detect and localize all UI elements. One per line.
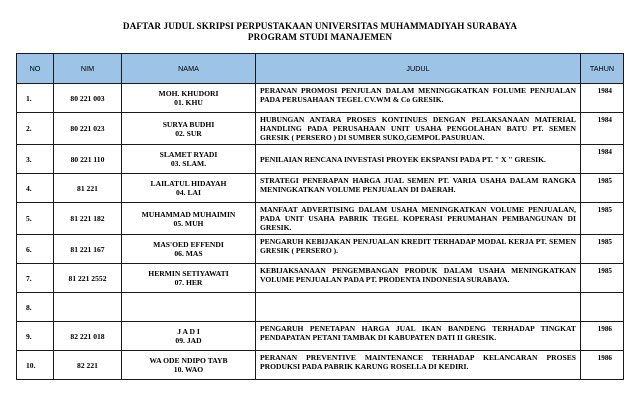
row-title (256, 293, 581, 322)
table-header-row (17, 54, 624, 84)
row-number: 10. (17, 351, 54, 380)
student-name: MOH. KHUDORI (158, 89, 219, 98)
row-number: 6. (17, 235, 54, 264)
row-number: 3. (17, 145, 54, 174)
table-row (17, 351, 624, 380)
row-year: 1985 (581, 203, 624, 235)
document-title: DAFTAR JUDUL SKRIPSI PERPUSTAKAAN UNIVERSITAS MUHAMMADIYAH SURABAYA (122, 21, 518, 31)
row-title: MANFAAT ADVERTISING DALAM USAHA MENINGKATKAN VOLUME PENJUALAN, PADA UNIT USAHA PABRIK TEGEL KOPERASI PERUMAHAN PEMBANGUNAN DI GRESIK. (256, 203, 581, 235)
row-number: 5. (17, 203, 54, 235)
row-name-cell (122, 351, 256, 380)
row-nim: 81 221 182 (54, 203, 122, 235)
column-header-judul: JUDUL (256, 54, 581, 84)
table-row (17, 113, 624, 145)
row-year: 1984 (581, 145, 624, 174)
table-row (17, 235, 624, 264)
row-name-cell (122, 84, 256, 113)
row-year: 1986 (581, 351, 624, 380)
student-code: 05. MUH (173, 218, 204, 228)
table-row (17, 174, 624, 203)
thesis-table (16, 53, 624, 380)
column-header-nama: NAMA (122, 54, 256, 84)
column-header-nim: NIM (54, 54, 122, 84)
table-row (17, 293, 624, 322)
row-name-cell (122, 113, 256, 145)
row-number: 4. (17, 174, 54, 203)
row-year: 1985 (581, 264, 624, 293)
row-nim: 81 221 167 (54, 235, 122, 264)
table-row (17, 203, 624, 235)
row-nim (54, 293, 122, 322)
row-title: KEBIJAKSANAAN PENGEMBANGAN PRODUK DALAM USAHA MENINGKATKAN VOLUME PENJUALAN PADA PT. PRODENTA INDONESIA SURABAYA. (256, 264, 581, 293)
row-number: 8. (17, 293, 54, 322)
row-name-cell (122, 203, 256, 235)
student-code: 01. KHU (174, 98, 203, 107)
row-name-cell (122, 293, 256, 322)
row-number: 7. (17, 264, 54, 293)
row-year: 1986 (581, 322, 624, 351)
row-title: PERANAN PREVENTIVE MAINTENANCE TERHADAP KELANCARAN PROSES PRODUKSI PADA PABRIK KARUNG ROSELLA DI KEDIRI. (256, 351, 581, 380)
row-number: 2. (17, 113, 54, 145)
row-nim: 80 221 110 (54, 145, 122, 174)
row-name-cell (122, 264, 256, 293)
row-nim: 81 221 2552 (54, 264, 122, 293)
student-code: 06. MAS (174, 249, 203, 258)
table-row (17, 84, 624, 113)
row-nim: 80 221 003 (54, 84, 122, 113)
row-title: PENGARUH PENETAPAN HARGA JUAL IKAN BANDENG TERHADAP TINGKAT PENDAPATAN PETANI TAMBAK DI KABUPATEN DATI II GRESIK. (256, 322, 581, 351)
student-name: SLAMET RYADI (159, 150, 218, 159)
student-name: J A D I (177, 327, 200, 336)
row-year: 1984 (581, 84, 624, 113)
student-code: 09. JAD (175, 336, 202, 345)
row-year: 1984 (581, 113, 624, 145)
student-code: 02. SUR (175, 128, 202, 138)
row-name-cell (122, 235, 256, 264)
student-name: HERMIN SETIYAWATI (148, 269, 229, 278)
row-year: 1985 (581, 174, 624, 203)
row-title: HUBUNGAN ANTARA PROSES KONTINUES DENGAN PELAKSANAAN MATERIAL HANDLING PADA PERUSAHAAN UNIT USAHA PENGOLAHAN BATU PT. SEMEN GRESIK ( PERSERO ) DI SUMBER SUKO,GEMPOL PASURUAN. (256, 113, 581, 145)
student-name: LAILATUL HIDAYAH (150, 179, 227, 188)
student-code: 10. WAO (173, 365, 204, 374)
row-name-cell (122, 174, 256, 203)
table-body (17, 84, 624, 380)
row-nim: 80 221 023 (54, 113, 122, 145)
row-number: 1. (17, 84, 54, 113)
student-code: 03. SLAM. (170, 159, 207, 168)
row-year: 1985 (581, 235, 624, 264)
student-code: 07. HER (174, 278, 203, 287)
table-row (17, 264, 624, 293)
column-header-tahun: TAHUN (581, 54, 624, 84)
row-nim: 82 221 018 (54, 322, 122, 351)
student-name: SURYA BUDHI (162, 119, 215, 129)
row-title: STRATEGI PENERAPAN HARGA JUAL SEMEN PT. VARIA USAHA DALAM RANGKA MENINGKATKAN VOLUME PENJUALAN DI DAERAH. (256, 174, 581, 203)
student-name: WA ODE NDIPO TAYB (149, 356, 228, 365)
row-title: PENGARUH KEBIJAKAN PENJUALAN KREDIT TERHADAP MODAL KERJA PT. SEMEN GRESIK ( PERSERO ). (256, 235, 581, 264)
column-header-no: NO (17, 54, 54, 84)
row-number: 9. (17, 322, 54, 351)
row-title: PERANAN PROMOSI PENJULAN DALAM MENINGGKATKAN FOLUME PENJUALAN PADA PERUSAHAAN TEGEL CV.WM & Co GRESIK. (256, 84, 581, 113)
document-subtitle: PROGRAM STUDI MANAJEMEN (247, 32, 393, 42)
student-code: 04. LAI (176, 188, 201, 197)
table-row (17, 322, 624, 351)
row-year (581, 293, 624, 322)
student-name: MAS'OED EFFENDI (153, 240, 224, 249)
row-title: PENILAIAN RENCANA INVESTASI PROYEK EKSPANSI PADA PT. " X " GRESIK. (256, 145, 581, 174)
row-name-cell (122, 145, 256, 174)
row-name-cell (122, 322, 256, 351)
row-nim: 82 221 (54, 351, 122, 380)
table-row (17, 145, 624, 174)
row-nim: 81 221 (54, 174, 122, 203)
student-name: MUHAMMAD MUHAIMIN (141, 209, 236, 219)
